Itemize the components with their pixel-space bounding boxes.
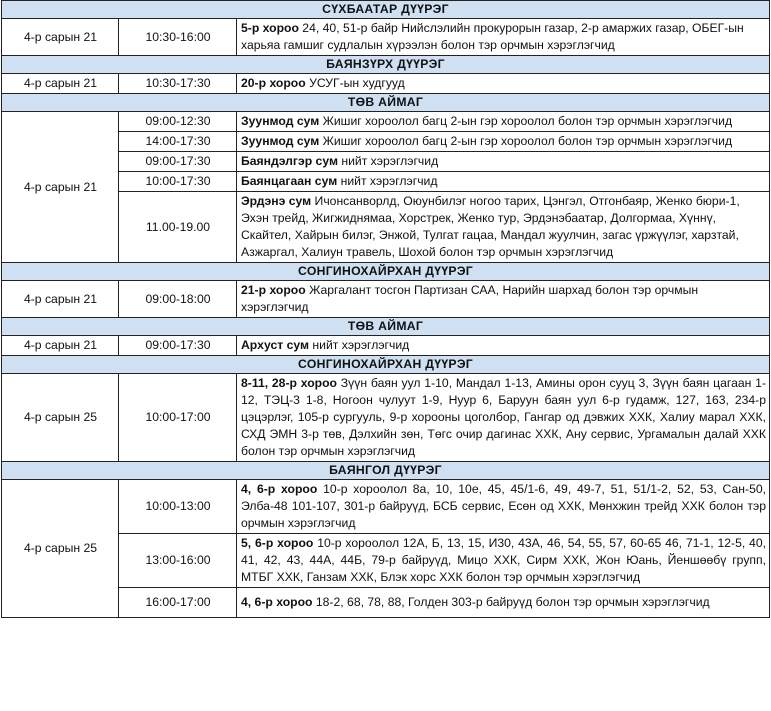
time-cell: 10:30-17:30 [119,74,237,94]
location-label: 20-р хороо [241,76,306,90]
section-title: ТӨВ АЙМАГ [2,318,770,336]
date-cell: 4-р сарын 21 [2,19,119,56]
table-row [2,19,770,56]
description-cell [237,374,770,462]
section-header [2,356,770,374]
location-label: 5, 6-р хороо [241,536,314,550]
description-cell [237,281,770,318]
description-text: Ичонсанворлд, Оюунбилэг ногоо тарих, Цэнгэл, Отгонбаяр, Женко бюри-1, Эхэн трейд, Жигжиднямаа, Хорстрек, Женко тур, Эрдэнэбаатар, Долгормаа, Хүннү, Скайтел, Хайрын билэг, Энжой, Тулгат гацаа, Мандал жуулчин, загас үржүүлэг, харзтай, Азжаргал, Халиун травель, Шохой болон тэр орчмын хэрэглэгчид [241,194,740,259]
section-title: БАЯНГОЛ ДҮҮРЭГ [2,462,770,480]
time-cell: 13:00-16:00 [119,534,237,588]
description-text: 10-р хороолол 8а, 10, 10е, 45, 45/1-6, 49, 49-7, 51, 51/1-2, 52, 53, Сан-50, Элба-48 101-107, 301-р байруүд, БСБ сервис, Есөн од ХХК, Мөнхжин трейд ХХК болон тэр орчмын хэрэглэгчид [241,482,767,530]
location-label: Зуунмод сум [241,134,320,148]
time-cell: 09:00-18:00 [119,281,237,318]
location-label: 4, 6-р хороо [241,482,318,496]
section-header [2,318,770,336]
table-row [2,281,770,318]
description-text: Жишиг хороолол багц 2-ын гэр хороолол болон тэр орчмын хэрэглэгчид [319,114,733,128]
date-cell: 4-р сарын 21 [2,74,119,94]
table-row [2,112,770,132]
description-cell [237,192,770,263]
time-cell: 14:00-17:30 [119,132,237,152]
location-label: Зуунмод сум [241,114,320,128]
section-title: СОНГИНОХАЙРХАН ДҮҮРЭГ [2,263,770,281]
date-cell: 4-р сарын 25 [2,374,119,462]
location-label: 4, 6-р хороо [241,595,313,609]
schedule-table [1,0,770,618]
location-label: 21-р хороо [241,283,306,297]
time-cell: 09:00-17:30 [119,152,237,172]
date-cell: 4-р сарын 21 [2,112,119,263]
table-row [2,336,770,356]
section-title: БАЯНЗҮРХ ДҮҮРЭГ [2,56,770,74]
time-cell: 10:30-16:00 [119,19,237,56]
time-cell: 10:00-17:30 [119,172,237,192]
description-text: 24, 40, 51-р байр Нийслэлийн прокурорын газар, 2-р амаржих газар, ОБЕГ-ын харьяа гамшиг судлалын хүрээлэн болон тэр орчмын хэрэглэгчид [241,21,744,52]
description-cell [237,534,770,588]
date-cell: 4-р сарын 25 [2,480,119,618]
description-text: нийт хэрэглэгчид [337,154,439,168]
description-text: УСУГ-ын худгууд [305,76,405,90]
description-cell [237,336,770,356]
description-cell [237,19,770,56]
description-text: нийт хэрэглэгчид [337,174,438,188]
description-text: нийт хэрэглэгчид [309,338,410,352]
location-label: Архуст сум [241,338,310,352]
time-cell: 16:00-17:00 [119,588,237,618]
location-label: 5-р хороо [241,21,299,35]
time-cell: 09:00-12:30 [119,112,237,132]
section-title: СОНГИНОХАЙРХАН ДҮҮРЭГ [2,356,770,374]
time-cell: 11.00-19.00 [119,192,237,263]
description-cell [237,112,770,132]
description-cell [237,132,770,152]
section-header [2,263,770,281]
location-label: 8-11, 28-р хороо [241,376,338,390]
description-cell [237,74,770,94]
time-cell: 09:00-17:30 [119,336,237,356]
section-header [2,56,770,74]
time-cell: 10:00-17:00 [119,374,237,462]
table-row [2,74,770,94]
description-text: Зүүн баян уул 1-10, Мандал 1-13, Амины орон сууц 3, Зүүн баян цагаан 1-12, ТЭЦ-3 1-8, Ногоон чулуут 1-9, Нуур 6, Баруун баян уул 6-р гудамж, 127, 163, 234-р цэцэрлэг, 105-р сургууль, 9-р хорооны цоголбор, Гангар од дэвжих ХХК, Халиу марал ХХК, СХД ЭМН 3-р төв, Дэлхийн зөн, Төгс очир дагинас ХХК, Ану сервис, Ургамалын далай ХХК болон тэр орчмын хэрэглэгчид [241,376,767,458]
section-header [2,462,770,480]
description-cell [237,172,770,192]
section-title: ТӨВ АЙМАГ [2,94,770,112]
description-cell [237,480,770,534]
location-label: Эрдэнэ сум [241,194,312,208]
description-text: 10-р хороолол 12А, Б, 13, 15, И30, 43А, 46, 54, 55, 57, 60-65 46, 71-1, 12-5, 40, 41, 42, 43, 44А, 44Б, 79-р байруүд, Мицо ХХК, Сирм ХХК, Жон Юань, Йеншөөбү групп, МТБГ ХХК, Ганзам ХХК, Блэк хорс ХХК болон тэр орчмын хэрэглэгчид [241,536,767,584]
section-header [2,1,770,19]
location-label: Баянцагаан сум [241,174,338,188]
table-row [2,480,770,534]
description-text: Жишиг хороолол багц 2-ын гэр хороолол болон тэр орчмын хэрэглэгчид [319,134,733,148]
date-cell: 4-р сарын 21 [2,336,119,356]
date-cell: 4-р сарын 21 [2,281,119,318]
table-row [2,374,770,462]
description-cell [237,588,770,618]
location-label: Баяндэлгэр сум [241,154,338,168]
description-text: 18-2, 68, 78, 88, Голден 303-р байруүд болон тэр орчмын хэрэглэгчид [312,595,710,609]
section-title: СҮХБААТАР ДҮҮРЭГ [2,1,770,19]
description-cell [237,152,770,172]
time-cell: 10:00-13:00 [119,480,237,534]
description-text: Жаргалант тосгон Партизан САА, Нарийн шархад болон тэр орчмын хэрэглэгчид [241,283,699,314]
section-header [2,94,770,112]
